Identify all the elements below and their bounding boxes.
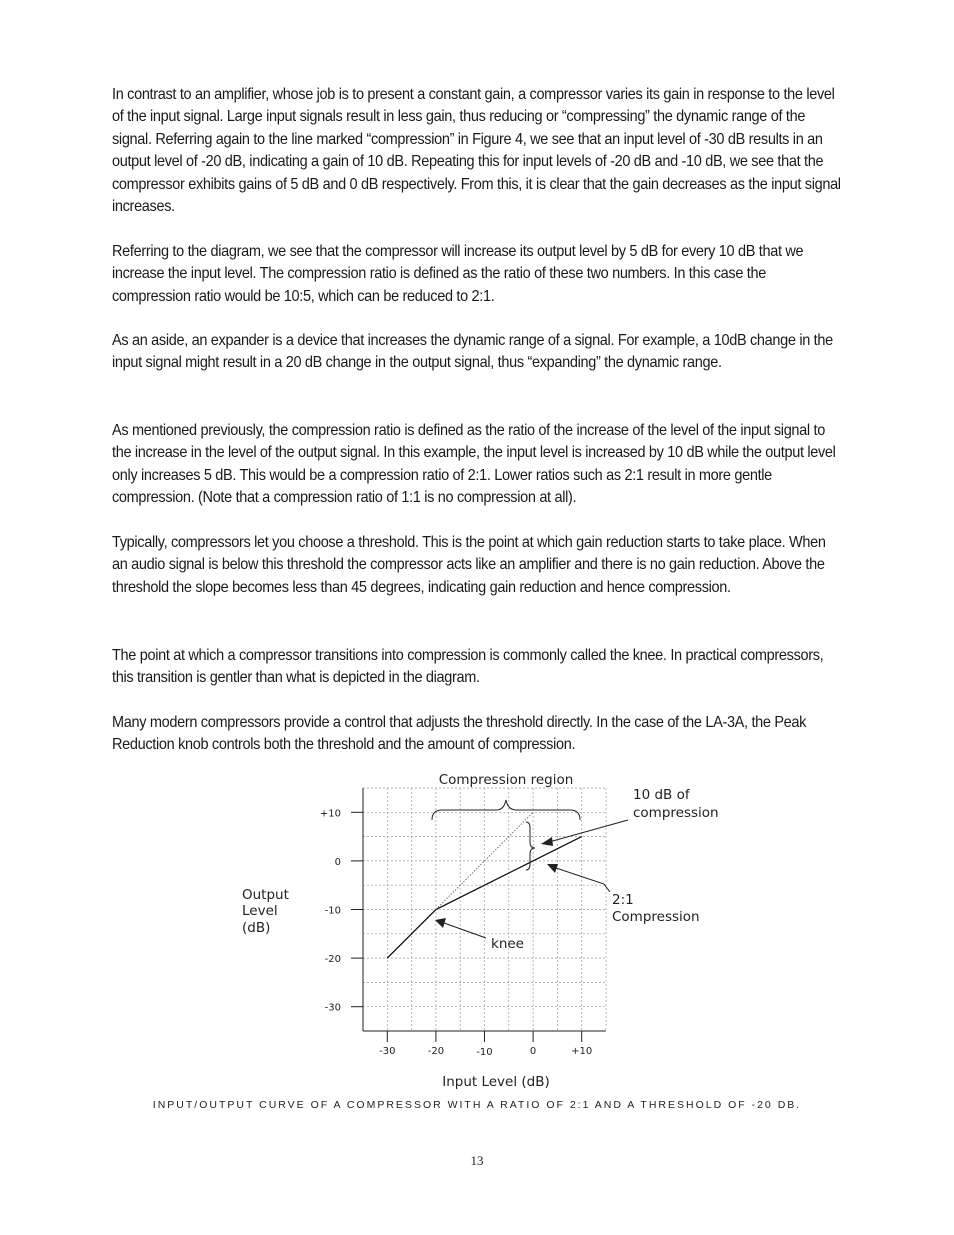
paragraph-threshold: Typically, compressors let you choose a threshold. This is the point at which gain reduction starts to take place. When an audio signal is below this threshold the compressor acts like an amplifier and there is no gain reduction. Above the threshold the slope becomes less than 45 degrees, indicating gain reduction and hence compression. xyxy=(112,534,826,596)
y-tick-label: -30 xyxy=(324,1002,341,1014)
ratio-arrow-line xyxy=(556,868,610,892)
knee-arrow-head xyxy=(435,918,446,928)
knee-arrow-line xyxy=(444,923,486,938)
tick-labels xyxy=(320,808,592,1058)
y-axis-label-line2: Level xyxy=(242,903,278,919)
figure-caption: INPUT/OUTPUT CURVE OF A COMPRESSOR WITH A RATIO OF 2:1 AND A THRESHOLD OF -20 DB. xyxy=(152,1099,802,1111)
y-axis-label-line1: Output xyxy=(242,887,289,903)
region-brace xyxy=(432,800,580,820)
grid xyxy=(363,788,606,1031)
paragraph-ratio-definition: As mentioned previously, the compression ratio is defined as the ratio of the increase of the level of the input signal to the increase in the level of the output signal. In this example, the input level is increased by 10 dB while the output level only increases 5 dB. This would be a compression ratio of 2:1. Lower ratios such as 2:1 result in more gentle compression. (Note that a compression ratio of 1:1 is no compression at all). xyxy=(112,422,836,507)
x-tick-label: 0 xyxy=(529,1046,537,1057)
y-tick-label: -20 xyxy=(324,954,341,966)
paragraph-expander: As an aside, an expander is a device that increases the dynamic range of a signal. For example, a 10dB change in the input signal might result in a 20 dB change in the output signal, thus “expanding” the dynamic range. xyxy=(112,332,833,372)
x-axis-label: Input Level (dB) xyxy=(442,1074,550,1090)
region-label: Compression region xyxy=(438,772,574,788)
amount-label-line1: 10 dB of xyxy=(633,787,690,803)
compressor-chart xyxy=(0,760,954,1100)
amount-arrow-head xyxy=(541,837,553,846)
y-tick-label: -10 xyxy=(324,905,341,917)
y-tick-label: 0 xyxy=(334,856,341,868)
x-tick-label: -10 xyxy=(476,1047,493,1058)
y-axis-label-line3: (dB) xyxy=(242,920,271,936)
x-tick-label: +10 xyxy=(571,1046,593,1057)
y-tick-label: +10 xyxy=(319,808,341,820)
paragraph-gain: In contrast to an amplifier, whose job is to present a constant gain, a compressor varies its gain in response to the level of the input signal. Large input signals result in less gain, thus reducing or “compressing” the dynamic range of the signal. Referring again to the line marked “compression” in Figure 4, we see that an input level of -30 dB results in an output level of -20 dB, indicating a gain of 10 dB. Repeating this for input levels of -20 dB and -10 dB, we see that the compressor exhibits gains of 5 dB and 0 dB respectively. From this, it is clear that the gain decreases as the input signal increases. xyxy=(112,86,841,216)
amount-label-line2: compression xyxy=(633,805,719,821)
paragraph-ratio-intro: Referring to the diagram, we see that the compressor will increase its output level by 5 dB for every 10 dB that we increase the input level. The compression ratio is defined as the ratio of these two numbers. In this case the compression ratio would be 10:5, which can be reduced to 2:1. xyxy=(112,243,804,305)
ratio-label-line2: Compression xyxy=(612,909,700,925)
paragraph-la3a: Many modern compressors provide a control that adjusts the threshold directly. In the case of the LA-3A, the Peak Reduction knob controls both the threshold and the amount of compression. xyxy=(112,714,807,754)
ratio-arrow-head xyxy=(547,864,558,873)
page-number: 13 xyxy=(470,1153,484,1168)
x-tick-label: -30 xyxy=(379,1046,396,1057)
paragraph-knee: The point at which a compressor transitions into compression is commonly called the knee. In practical compressors, this transition is gentler than what is depicted in the diagram. xyxy=(112,647,824,687)
knee-label: knee xyxy=(491,936,524,952)
x-tick-label: -20 xyxy=(427,1046,445,1057)
amount-arrow-line xyxy=(549,820,628,842)
ratio-label-line1: 2:1 xyxy=(612,892,634,908)
compressor-figure xyxy=(0,760,954,1100)
compression-amount-brace xyxy=(526,822,535,870)
